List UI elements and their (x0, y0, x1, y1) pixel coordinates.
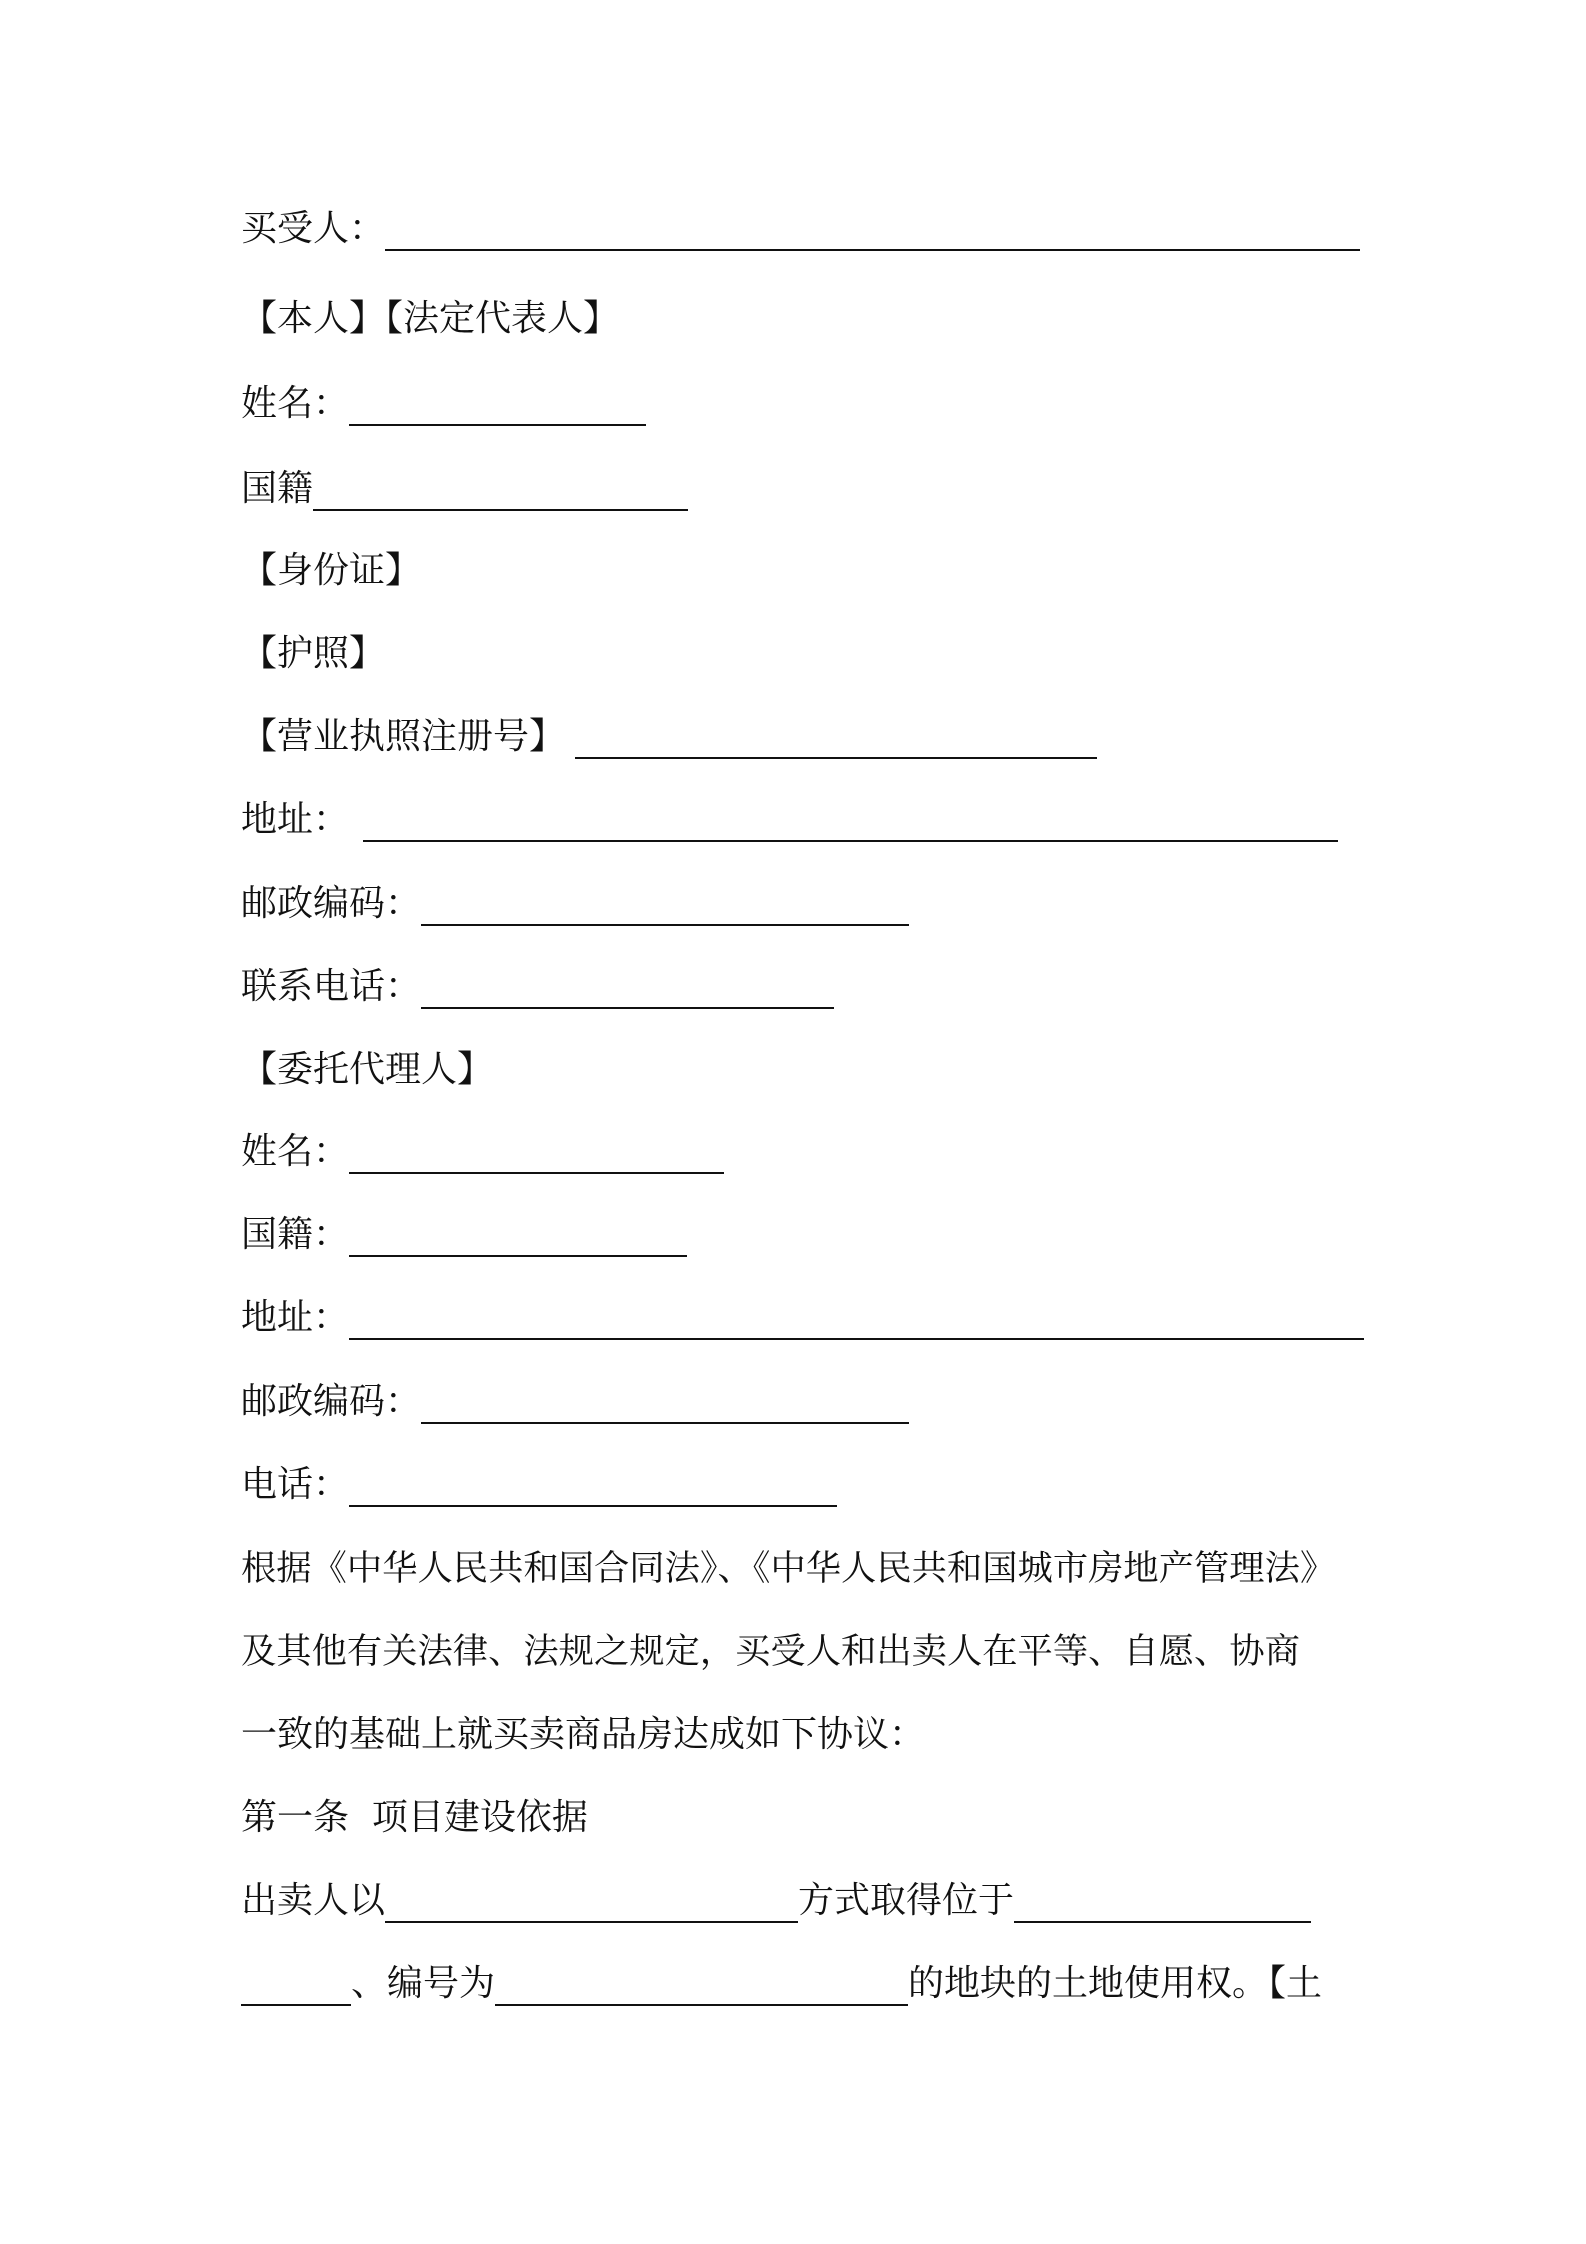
agent-name-line (241, 1118, 724, 1174)
buyer-name-line (241, 370, 646, 426)
agent-phone-line (241, 1451, 837, 1507)
buyer-id-card-line (241, 537, 421, 593)
agent-nationality-label: 国籍： (241, 1214, 350, 1255)
buyer-id-card: 【身份证】 (241, 550, 422, 591)
preamble-text-2: 及其他有关法律、法规之规定，买受人和出卖人在平等、自愿、协商 (241, 1631, 1300, 1672)
buyer-phone-line (241, 953, 834, 1009)
buyer-passport-line (241, 620, 385, 676)
agent-phone-label: 电话： (241, 1464, 350, 1505)
buyer-self-or-rep-line (241, 285, 619, 341)
agent-postcode-blank[interactable] (421, 1382, 909, 1424)
preamble-line-3 (241, 1701, 925, 1757)
agent-address-line (241, 1284, 1364, 1340)
agent-postcode-line (241, 1368, 909, 1424)
agent-heading-line (241, 1036, 493, 1092)
buyer-nationality-blank[interactable] (313, 469, 688, 511)
preamble-line-2 (241, 1618, 1300, 1674)
land-parcel-number-blank[interactable] (495, 1964, 908, 2006)
buyer-business-license-label: 【营业执照注册号】 (241, 716, 566, 757)
buyer-postcode-line (241, 870, 909, 926)
preamble-text-3: 一致的基础上就买卖商品房达成如下协议： (241, 1714, 926, 1755)
buyer-address-blank[interactable] (363, 800, 1338, 842)
article1-part1: 出卖人以 (241, 1880, 386, 1921)
buyer-address-label: 地址： (241, 799, 350, 840)
buyer-line (241, 195, 1360, 251)
buyer-self-or-rep: 【本人】【法定代表人】 (241, 298, 620, 339)
buyer-address-line (241, 786, 1338, 842)
agent-address-blank[interactable] (349, 1298, 1364, 1340)
buyer-nationality-line (241, 455, 688, 511)
article1-part3: 、编号为 (351, 1963, 496, 2004)
article1-heading: 第一条 项目建设依据 (241, 1797, 588, 1838)
article1-part4: 的地块的土地使用权。【土 (908, 1963, 1323, 2004)
buyer-blank[interactable] (385, 209, 1360, 251)
agent-name-blank[interactable] (349, 1132, 724, 1174)
preamble-text-1: 根据《中华人民共和国合同法》、《中华人民共和国城市房地产管理法》 (241, 1548, 1336, 1589)
article1-part2: 方式取得位于 (798, 1880, 1015, 1921)
buyer-name-blank[interactable] (349, 384, 646, 426)
land-acquisition-method-blank[interactable] (385, 1881, 798, 1923)
land-location-blank-continued[interactable] (241, 1964, 351, 2006)
buyer-name-label: 姓名： (241, 383, 350, 424)
agent-heading: 【委托代理人】 (241, 1049, 494, 1090)
buyer-passport: 【护照】 (241, 633, 386, 674)
article1-line-1 (241, 1867, 1311, 1923)
article1-line-2 (241, 1950, 1322, 2006)
buyer-business-license-blank[interactable] (575, 717, 1097, 759)
article1-heading-line (241, 1784, 588, 1840)
buyer-postcode-blank[interactable] (421, 884, 909, 926)
agent-postcode-label: 邮政编码： (241, 1381, 422, 1422)
buyer-nationality-label: 国籍 (241, 468, 314, 509)
agent-phone-blank[interactable] (349, 1465, 837, 1507)
buyer-label: 买受人： (241, 208, 386, 249)
buyer-phone-blank[interactable] (421, 967, 834, 1009)
agent-address-label: 地址： (241, 1297, 350, 1338)
agent-nationality-blank[interactable] (349, 1215, 687, 1257)
agent-name-label: 姓名： (241, 1131, 350, 1172)
buyer-postcode-label: 邮政编码： (241, 883, 422, 924)
land-location-blank[interactable] (1014, 1881, 1311, 1923)
preamble-line-1 (241, 1535, 1335, 1591)
buyer-business-license-line (241, 703, 1097, 759)
buyer-phone-label: 联系电话： (241, 966, 422, 1007)
agent-nationality-line (241, 1201, 687, 1257)
